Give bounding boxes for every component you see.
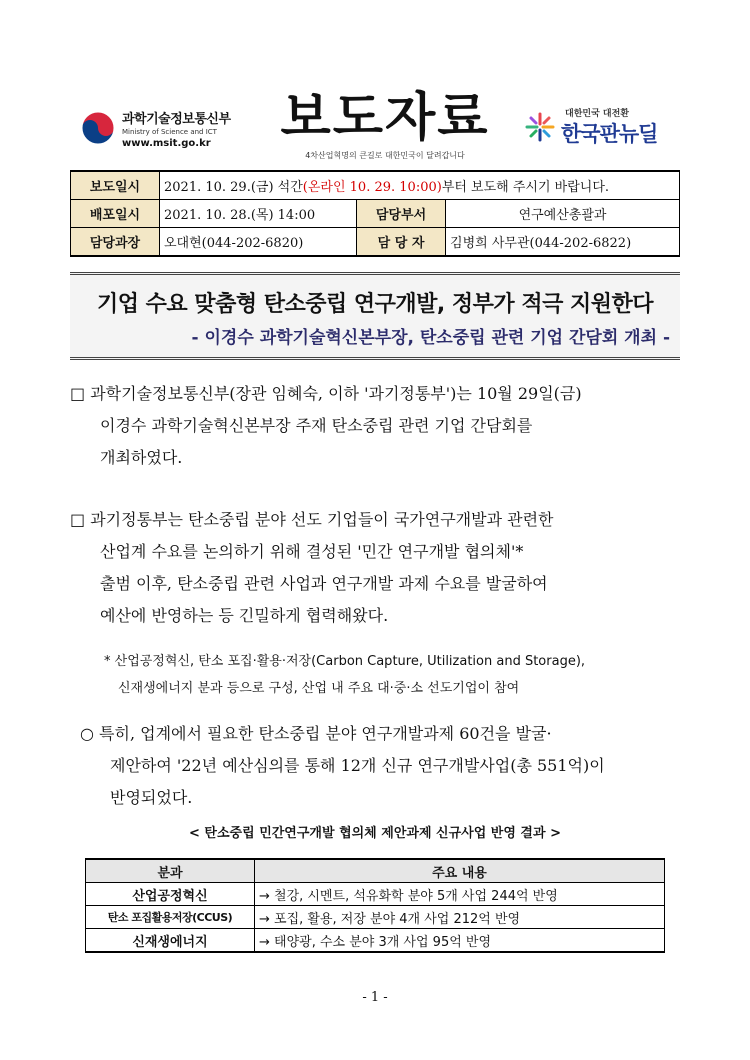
table-cell-content: → 태양광, 수소 분야 3개 사업 95억 반영 — [255, 929, 665, 953]
manager-label: 담당과장 — [71, 228, 160, 257]
paragraph-line: ○ 특히, 업계에서 필요한 탄소중립 분야 연구개발과제 60건을 발굴· — [80, 724, 552, 743]
paragraph-line: 출범 이후, 탄소중립 관련 사업과 연구개발 과제 수요를 발굴하여 — [100, 574, 548, 593]
table-row — [86, 929, 665, 953]
release-date: 2021. 10. 29.(금) 석간 — [164, 180, 303, 195]
paragraph-line: 산업계 수요를 논의하기 위해 결성된 '민간 연구개발 협의체'* — [100, 542, 524, 561]
paragraph-line: 이경수 과학기술혁신본부장 주재 탄소중립 관련 기업 간담회를 — [100, 416, 533, 435]
press-release-title: 보도자료 — [280, 88, 490, 148]
distribution-value: 2021. 10. 28.(목) 14:00 — [160, 200, 357, 228]
table-cell-category: 탄소 포집활용저장(CCUS) — [86, 906, 255, 929]
headline-box — [70, 272, 680, 360]
paragraph-2 — [70, 504, 670, 632]
paragraph-3 — [80, 718, 680, 814]
table-cell-category: 신재생에너지 — [86, 929, 255, 953]
page-number: - 1 - — [362, 990, 388, 1005]
contact-value: 김병희 사무관(044-202-6822) — [446, 228, 680, 257]
release-value — [160, 171, 680, 200]
headline-subtitle: - 이경수 과학기술혁신본부장, 탄소중립 관련 기업 간담회 개최 - — [191, 328, 670, 348]
paragraph-line: 반영되었다. — [110, 788, 193, 807]
newdeal-subtitle: 대한민국 대전환 — [565, 109, 629, 119]
table-row — [86, 906, 665, 929]
headline-title: 기업 수요 맞춤형 탄소중립 연구개발, 정부가 적극 지원한다 — [96, 292, 654, 317]
footnote-line: 신재생에너지 분과 등으로 구성, 산업 내 주요 대·중·소 선도기업이 참여 — [118, 681, 520, 696]
ministry-english-name: Ministry of Science and ICT — [122, 128, 217, 136]
contact-label: 담 당 자 — [357, 228, 446, 257]
release-info-table — [70, 170, 680, 257]
newdeal-logo — [525, 104, 685, 154]
table-header-row — [86, 859, 665, 883]
table-row — [86, 883, 665, 906]
release-label: 보도일시 — [71, 171, 160, 200]
release-instruction: 부터 보도해 주시기 바랍니다. — [441, 180, 610, 195]
taeguk-emblem-icon — [80, 110, 116, 146]
newdeal-star-icon — [525, 112, 555, 142]
newdeal-title: 한국판뉴딜 — [561, 122, 658, 146]
ministry-logo — [80, 106, 270, 156]
paragraph-1 — [70, 378, 670, 474]
footnote-line: * 산업공정혁신, 탄소 포집·활용·저장(Carbon Capture, Utilization and Storage), — [104, 654, 586, 669]
paragraph-line: 개최하였다. — [100, 448, 183, 467]
slogan: 4차산업혁명의 큰길로 대한민국이 달려갑니다 — [305, 151, 465, 160]
ministry-name: 과학기술정보통신부 — [122, 112, 231, 127]
distribution-row — [71, 200, 680, 228]
paragraph-line: 제안하여 '22년 예산심의를 통해 12개 신규 연구개발사업(총 551억)이 — [110, 756, 605, 775]
table-caption: < 탄소중립 민간연구개발 협의체 제안과제 신규사업 반영 결과 > — [189, 826, 561, 841]
footnote — [104, 648, 684, 702]
paragraph-line: □ 과기정통부는 탄소중립 분야 선도 기업들이 국가연구개발과 관련한 — [70, 510, 554, 529]
distribution-label: 배포일시 — [71, 200, 160, 228]
release-row — [71, 171, 680, 200]
paragraph-line: 예산에 반영하는 등 긴밀하게 협력해왔다. — [100, 606, 389, 625]
paragraph-line: □ 과학기술정보통신부(장관 임혜숙, 이하 '과기정통부')는 10월 29일(금) — [70, 384, 582, 403]
table-cell-content: → 포집, 활용, 저장 분야 4개 사업 212억 반영 — [255, 906, 665, 929]
results-table — [85, 858, 665, 953]
dept-label: 담당부서 — [357, 200, 446, 228]
table-cell-category: 산업공정혁신 — [86, 883, 255, 906]
dept-value: 연구예산총괄과 — [446, 200, 680, 228]
column-header: 분과 — [86, 859, 255, 883]
online-release-time: (온라인 10. 29. 10:00) — [302, 180, 442, 195]
table-cell-content: → 철강, 시멘트, 석유화학 분야 5개 사업 244억 반영 — [255, 883, 665, 906]
manager-value: 오대현(044-202-6820) — [160, 228, 357, 257]
manager-row — [71, 228, 680, 257]
column-header: 주요 내용 — [255, 859, 665, 883]
ministry-url: www.msit.go.kr — [122, 138, 211, 149]
